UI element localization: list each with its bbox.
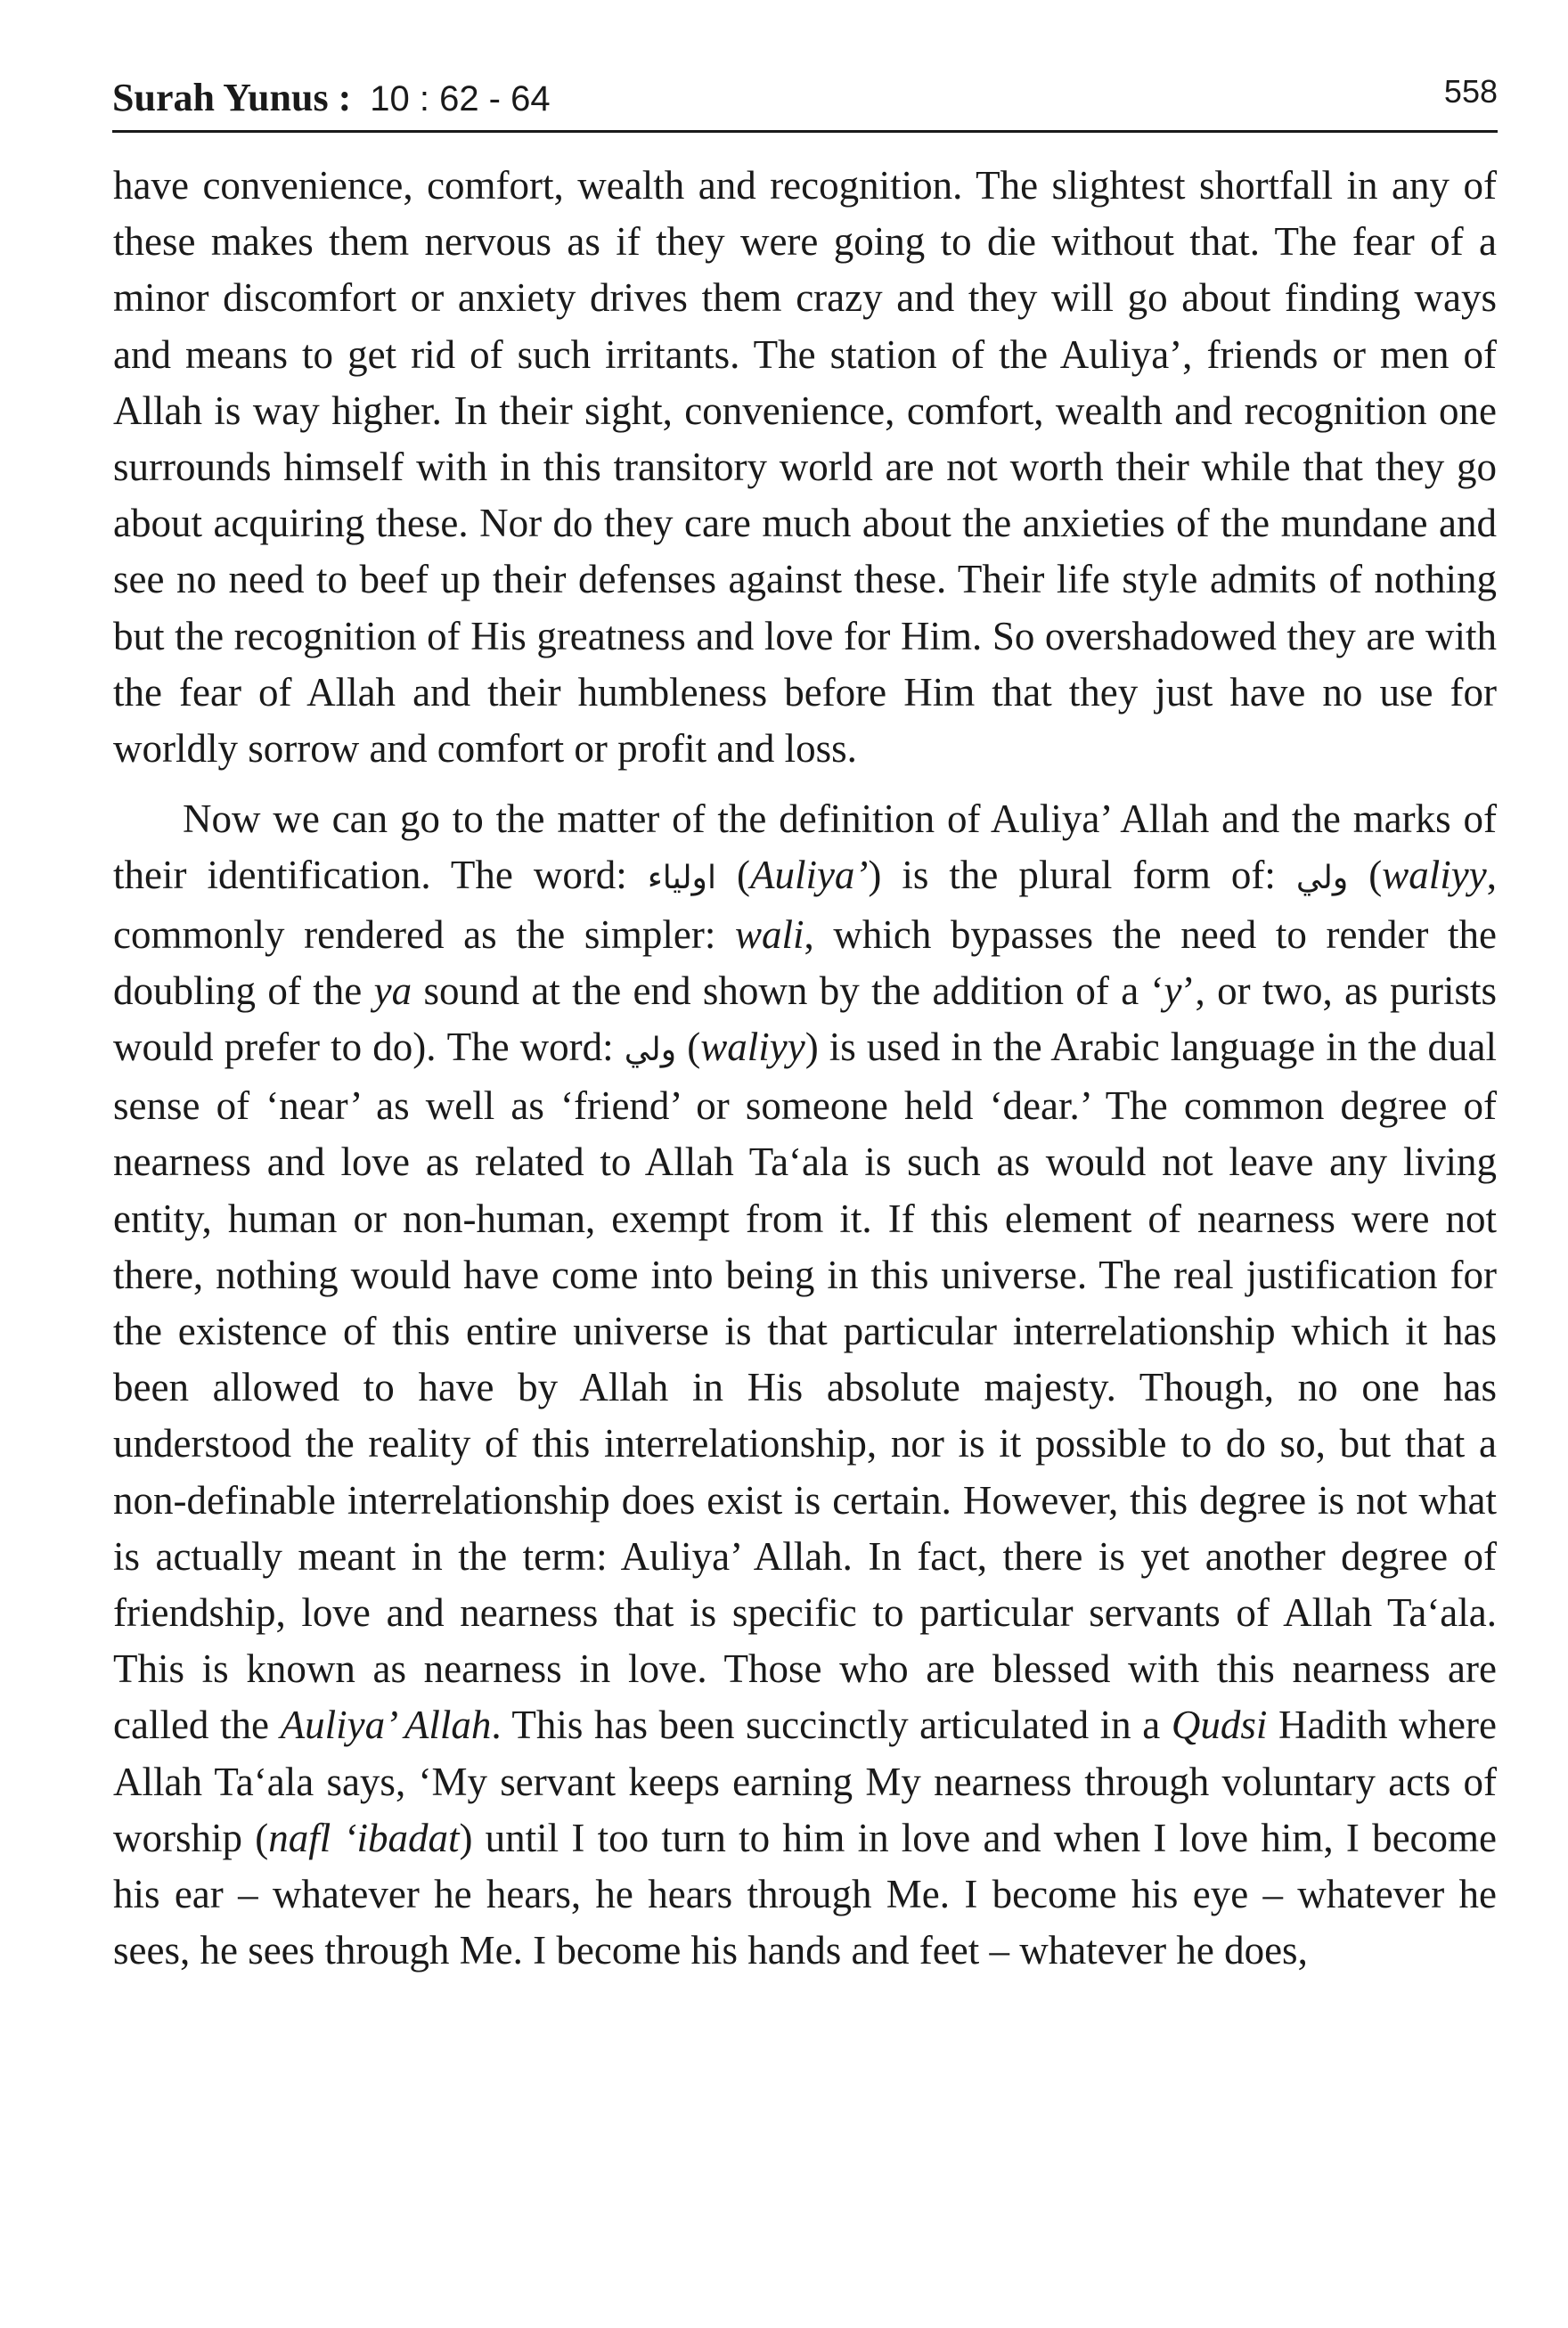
paragraph-2 [113, 791, 1497, 1979]
arabic-word-auliya: اولياء [647, 860, 716, 897]
header-rule [112, 130, 1498, 133]
text-run: , commonly rendered as the simpler: [113, 853, 1497, 957]
surah-name: Surah Yunus : [112, 76, 352, 119]
arabic-word-waliyy: ولي [624, 1032, 677, 1069]
body-text [113, 158, 1497, 1980]
verse-reference: 10 : 62 - 64 [370, 79, 551, 118]
italic-term: Qudsi [1171, 1703, 1268, 1748]
italic-term: waliyy [700, 1025, 805, 1070]
text-run: , which bypasses the need to render the doubling of the [113, 911, 1498, 1013]
paragraph-1: have convenience, comfort, wealth and recognition. The slightest shortfall in any of these makes them nervous as if they were going to die without that. The fear of a minor discomfort or anxiety drives them crazy and they will go about finding ways and means to get rid of such irritants. The station of the Auliya’, friends or men of Allah is way higher. In their sight, convenience, comfort, wealth and recognition one surrounds himself with in this transitory world are not worth their while that they go about acquiring these. Nor do they care much about the anxieties of the mundane and see no need to beef up their defenses against these. Their life style admits of nothing but the recognition of His greatness and love for Him. So overshadowed they are with the fear of Allah and their humbleness before Him that they just have no use for worldly sorrow and comfort or profit and loss. [113, 163, 1497, 772]
italic-term: ya [373, 968, 412, 1013]
text-run: ( [715, 853, 750, 898]
text-run: ) is used in the Arabic language in the dual sense of ‘near’ as well as ‘friend’ or someone held ‘dear.’ The common degree of nearness and love as related to Allah Ta‘ala is such as would not leave any living entity, human or non-human, exempt from it. If this element of nearness were not there, nothing would have come into being in this universe. The real justification for the existence of this entire universe is that particular interrelationship which it has been allowed to have by Allah in His absolute majesty. Though, no one has understood the reality of this interrelationship, nor is it possible to do so, but that a non-definable interrelationship does exist is certain. However, this degree is not what is actually meant in the term: Auliya’ Allah. In fact, there is yet another degree of friendship, love and nearness that is specific to particular servants of Allah Ta‘ala. This is known as nearness in love. Those who are blessed with this nearness are called the [113, 1025, 1497, 1748]
text-run: sound at the end shown by the addition of a ‘ [412, 968, 1164, 1013]
running-header [112, 71, 1498, 134]
italic-term: nafl ‘ibadat [268, 1815, 460, 1860]
text-run: ) until I too turn to him in love and when I love him, I become his ear – whatever he hears, he hears through Me. I become his eye – whatever he sees, he sees through Me. I become his hands and feet – whatever he does, [113, 1815, 1497, 1973]
text-run: ( [676, 1025, 701, 1070]
page-number: 558 [1443, 73, 1498, 110]
italic-term: Auliya’ Allah [280, 1703, 492, 1748]
text-run: ’, or two, as purists would prefer to do). The word: [113, 968, 1497, 1070]
italic-term: waliyy [1382, 853, 1487, 898]
header-title [112, 71, 551, 126]
text-run: Now we can go to the matter of the definition of Auliya’ Allah and the marks of their identification. The word: [113, 796, 1497, 898]
text-run: ( [1348, 853, 1383, 898]
italic-term: Auliya’ [749, 853, 869, 898]
text-run: . This has been succinctly articulated in a [491, 1703, 1172, 1748]
text-run: Hadith where Allah Ta‘ala says, ‘My servant keeps earning My nearness through voluntary acts of worship ( [113, 1703, 1497, 1860]
text-run: ) is the plural form of: [868, 853, 1296, 898]
italic-term: wali [735, 911, 804, 957]
arabic-word-waliyy: ولي [1295, 860, 1349, 897]
italic-term: y [1164, 968, 1182, 1013]
